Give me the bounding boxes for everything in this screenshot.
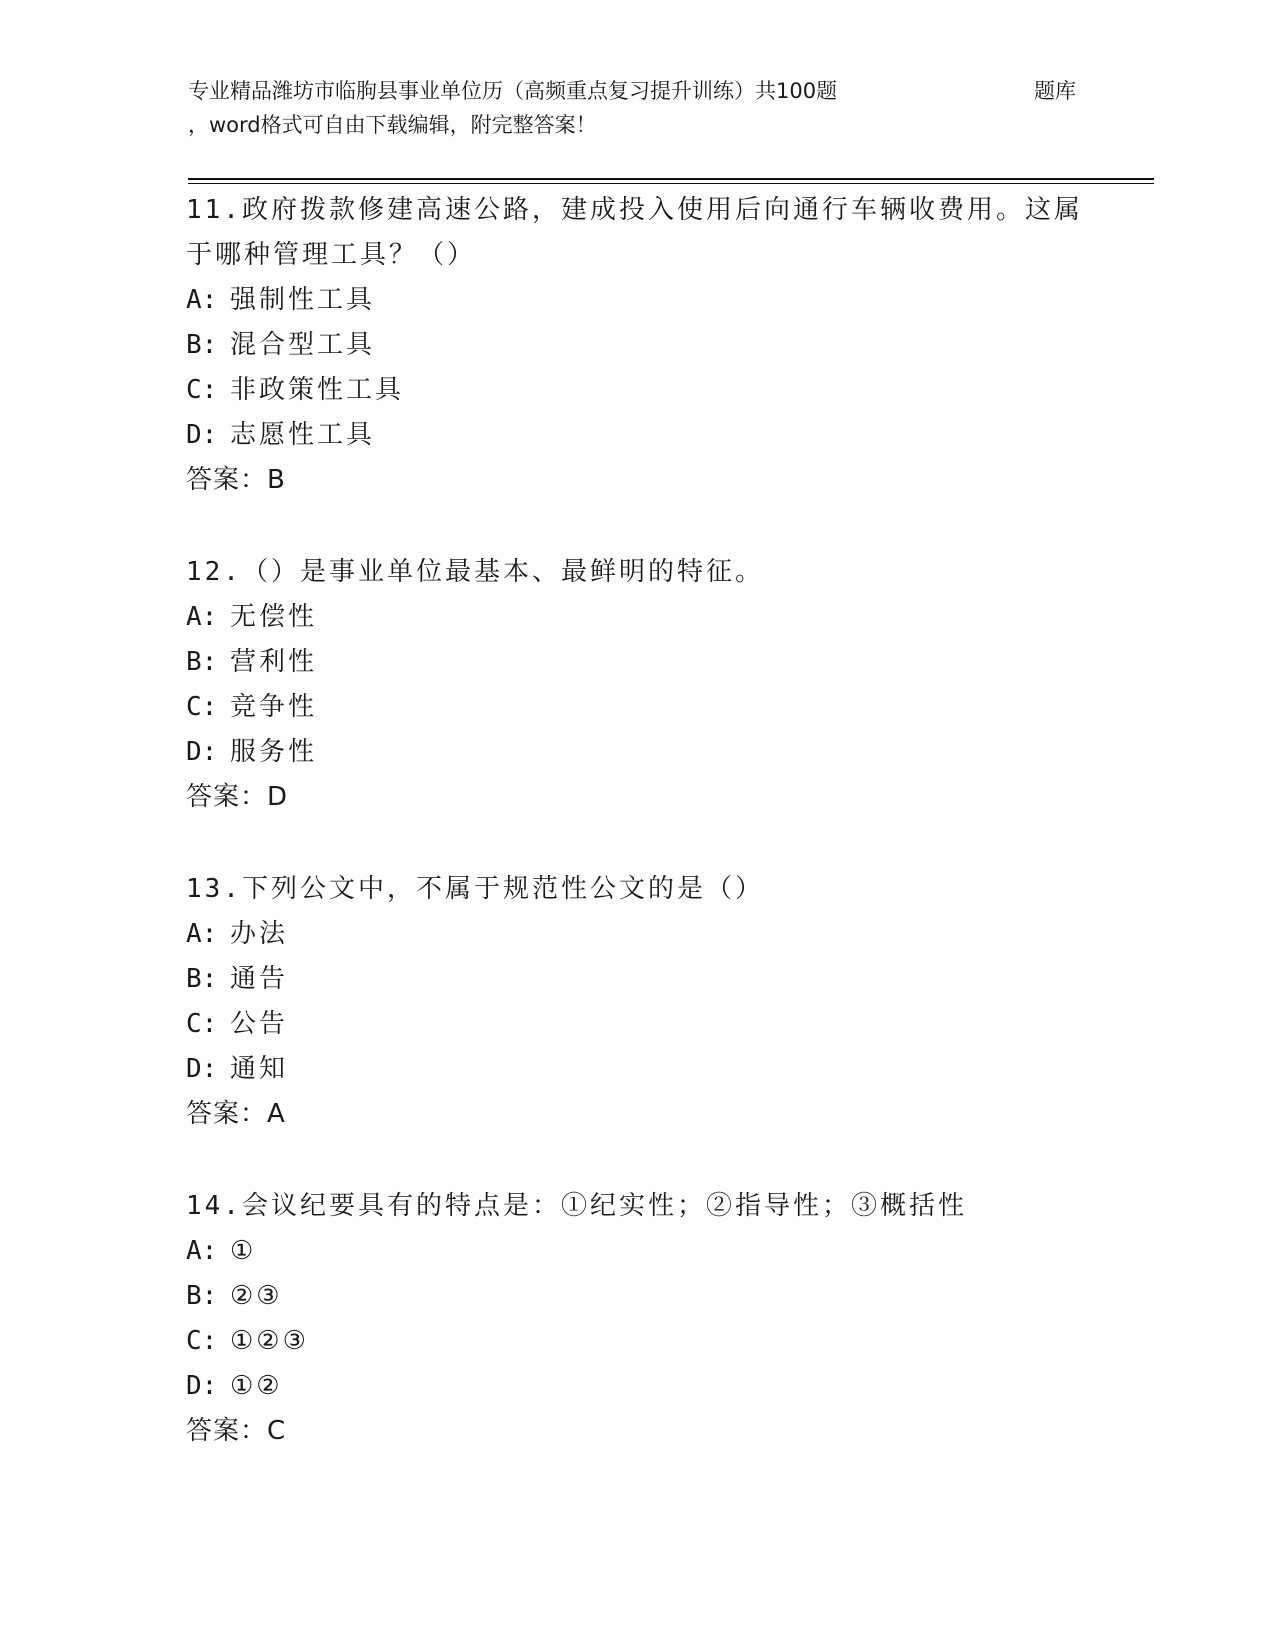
option-letter: A: <box>186 602 218 632</box>
question-stem: 12.（）是事业单位最基本、最鲜明的特征。 <box>186 557 764 587</box>
option-letter: B: <box>186 964 218 994</box>
question-list <box>186 188 1086 1454</box>
option-a <box>186 595 1086 640</box>
option-b <box>186 957 1086 1002</box>
option-text: 通告 <box>230 964 289 994</box>
option-c <box>186 1319 1086 1364</box>
option-letter: C: <box>186 375 218 405</box>
question-14 <box>186 1184 1086 1454</box>
option-letter: B: <box>186 1281 218 1311</box>
spacer <box>186 1137 1086 1184</box>
header-tag: 题库 <box>1034 79 1076 103</box>
header-divider-thick <box>188 178 1154 180</box>
option-d <box>186 730 1086 775</box>
option-text: 办法 <box>230 919 289 949</box>
option-text: 通知 <box>230 1054 289 1084</box>
question-stem: 13.下列公文中，不属于规范性公文的是（） <box>186 874 764 904</box>
option-letter: D: <box>186 1371 218 1401</box>
question-stem: 11.政府拨款修建高速公路，建成投入使用后向通行车辆收费用。这属于哪种管理工具？（） <box>186 195 1083 270</box>
option-text: 非政策性工具 <box>230 375 405 405</box>
option-text: ①② <box>230 1371 283 1401</box>
option-letter: A: <box>186 285 218 315</box>
option-d <box>186 413 1086 458</box>
header-divider-thin <box>188 183 1154 184</box>
option-text: 公告 <box>230 1009 289 1039</box>
option-c <box>186 368 1086 413</box>
answer: 答案：A <box>186 1099 286 1129</box>
option-c <box>186 685 1086 730</box>
option-letter: D: <box>186 420 218 450</box>
option-text: ①②③ <box>230 1326 309 1356</box>
header-subtitle: ，word格式可自由下载编辑，附完整答案！ <box>188 113 597 137</box>
option-text: 竞争性 <box>230 692 318 722</box>
option-letter: A: <box>186 919 218 949</box>
document-header <box>188 74 1088 142</box>
option-letter: C: <box>186 1326 218 1356</box>
question-13 <box>186 867 1086 1137</box>
option-text: 无偿性 <box>230 602 318 632</box>
spacer <box>186 820 1086 867</box>
option-letter: A: <box>186 1236 218 1266</box>
question-11 <box>186 188 1086 503</box>
option-letter: C: <box>186 1009 218 1039</box>
option-a <box>186 1229 1086 1274</box>
question-12 <box>186 550 1086 820</box>
answer: 答案：D <box>186 782 289 812</box>
option-d <box>186 1364 1086 1409</box>
option-a <box>186 912 1086 957</box>
option-b <box>186 1274 1086 1319</box>
option-text: 服务性 <box>230 737 318 767</box>
header-title: 专业精品潍坊市临朐县事业单位历（高频重点复习提升训练）共100题 <box>188 79 838 103</box>
option-letter: B: <box>186 647 218 677</box>
option-b <box>186 323 1086 368</box>
option-text: 强制性工具 <box>230 285 376 315</box>
question-stem: 14.会议纪要具有的特点是：①纪实性；②指导性；③概括性 <box>186 1191 967 1221</box>
option-letter: D: <box>186 737 218 767</box>
option-c <box>186 1002 1086 1047</box>
option-d <box>186 1047 1086 1092</box>
option-text: 混合型工具 <box>230 330 376 360</box>
option-text: 志愿性工具 <box>230 420 376 450</box>
option-a <box>186 278 1086 323</box>
option-letter: B: <box>186 330 218 360</box>
header-title-line <box>188 74 1088 108</box>
spacer <box>186 503 1086 550</box>
option-text: 营利性 <box>230 647 318 677</box>
option-letter: D: <box>186 1054 218 1084</box>
answer: 答案：C <box>186 1416 287 1446</box>
option-b <box>186 640 1086 685</box>
answer: 答案：B <box>186 465 286 495</box>
option-text: ②③ <box>230 1281 283 1311</box>
option-letter: C: <box>186 692 218 722</box>
option-text: ① <box>230 1236 257 1266</box>
